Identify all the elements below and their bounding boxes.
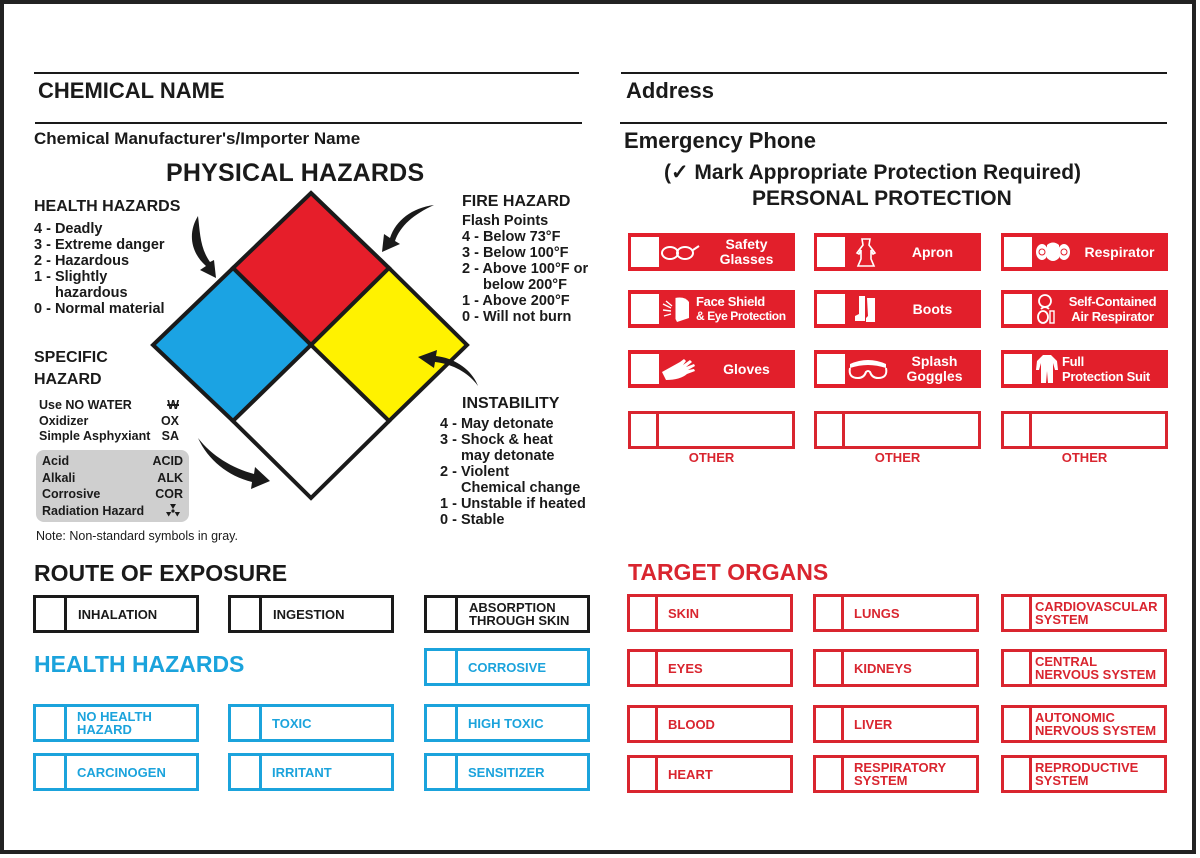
nonstandard-note: Note: Non-standard symbols in gray. xyxy=(36,529,238,543)
fire-hazard-heading: FIRE HAZARD xyxy=(462,193,571,210)
gloves-icon xyxy=(659,354,701,384)
ppe-checkbox[interactable] xyxy=(631,414,659,446)
target-organs-title: TARGET ORGANS xyxy=(628,559,829,585)
ppe-other-input[interactable] xyxy=(845,414,978,446)
chemical-name-label: CHEMICAL NAME xyxy=(38,78,225,103)
ppe-full-protection-suit[interactable]: Full Protection Suit xyxy=(1001,350,1168,388)
route-inhalation[interactable]: INHALATION xyxy=(33,595,199,633)
ppe-checkbox[interactable] xyxy=(631,354,659,384)
ppe-checkbox[interactable] xyxy=(817,414,845,446)
organ-autonomic-nervous-system[interactable]: AUTONOMIC NERVOUS SYSTEM xyxy=(1001,705,1167,743)
manufacturer-line xyxy=(35,122,582,124)
organ-cardiovascular[interactable]: CARDIOVASCULAR SYSTEM xyxy=(1001,594,1167,632)
ppe-apron[interactable]: Apron xyxy=(814,233,981,271)
protection-suit-icon xyxy=(1032,354,1062,384)
health-rating-1-cont: hazardous xyxy=(55,285,128,301)
health-rating-2: 2 - Hazardous xyxy=(34,253,130,269)
fire-rating-0: 0 - Will not burn xyxy=(462,309,572,325)
organ-reproductive-system[interactable]: REPRODUCTIVE SYSTEM xyxy=(1001,755,1167,793)
health-corrosive[interactable]: CORROSIVE xyxy=(424,648,590,686)
health-hazards-heading: HEALTH HAZARDS xyxy=(34,198,181,215)
arrow-health-icon xyxy=(192,216,216,278)
organ-checkbox[interactable] xyxy=(1004,708,1032,740)
face-shield-icon xyxy=(659,294,693,324)
fire-hazard-ratings xyxy=(462,213,588,325)
emergency-phone-line xyxy=(620,122,1167,124)
route-ingestion[interactable]: INGESTION xyxy=(228,595,394,633)
instability-rating-3: 3 - Shock & heat xyxy=(440,432,553,448)
organ-central-nervous-system[interactable]: CENTRAL NERVOUS SYSTEM xyxy=(1001,649,1167,687)
ppe-checkbox[interactable] xyxy=(631,294,659,324)
manufacturer-label: Chemical Manufacturer's/Importer Name xyxy=(34,129,361,148)
ppe-other-input[interactable] xyxy=(659,414,792,446)
organ-blood[interactable]: BLOOD xyxy=(627,705,793,743)
instability-rating-2: 2 - Violent xyxy=(440,464,510,480)
organ-heart[interactable]: HEART xyxy=(627,755,793,793)
ppe-boots[interactable]: Boots xyxy=(814,290,981,328)
instability-rating-3-cont: may detonate xyxy=(461,448,555,464)
fire-rating-2: 2 - Above 100°F or xyxy=(462,261,589,277)
health-sensitizer[interactable]: SENSITIZER xyxy=(424,753,590,791)
specific-row-asphyxiant: Simple Asphyxiant SA xyxy=(39,429,179,443)
health-checkbox[interactable] xyxy=(231,756,262,788)
health-checkbox[interactable] xyxy=(427,756,458,788)
ppe-checkbox[interactable] xyxy=(1004,354,1032,384)
ppe-gloves[interactable]: Gloves xyxy=(628,350,795,388)
goggles-icon xyxy=(845,354,891,384)
organ-liver[interactable]: LIVER xyxy=(813,705,979,743)
organ-checkbox[interactable] xyxy=(1004,652,1032,684)
health-checkbox[interactable] xyxy=(427,707,458,739)
address-label: Address xyxy=(626,78,715,103)
health-rating-3: 3 - Extreme danger xyxy=(34,237,165,253)
specific-row-corrosive: Corrosive COR xyxy=(42,487,183,501)
instability-heading: INSTABILITY xyxy=(462,395,560,412)
ppe-face-shield[interactable]: Face Shield & Eye Protection xyxy=(628,290,795,328)
ppe-other-3[interactable] xyxy=(1001,411,1168,449)
organ-respiratory-system[interactable]: RESPIRATORY SYSTEM xyxy=(813,755,979,793)
no-water-symbol: W xyxy=(167,398,179,412)
other-label: OTHER xyxy=(1061,450,1108,465)
health-toxic[interactable]: TOXIC xyxy=(228,704,394,742)
instability-rating-0: 0 - Stable xyxy=(440,512,505,528)
ppe-safety-glasses[interactable]: Safety Glasses xyxy=(628,233,795,271)
nfpa-diamond xyxy=(140,180,480,510)
organ-lungs[interactable]: LUNGS xyxy=(813,594,979,632)
organ-checkbox[interactable] xyxy=(816,708,844,740)
ppe-self-contained-respirator[interactable]: Self-Contained Air Respirator xyxy=(1001,290,1168,328)
health-checkbox[interactable] xyxy=(231,707,262,739)
ppe-checkbox[interactable] xyxy=(1004,414,1032,446)
specific-hazard-heading: SPECIFIC HAZARD xyxy=(34,349,108,388)
route-checkbox[interactable] xyxy=(231,598,262,630)
route-of-exposure-title: ROUTE OF EXPOSURE xyxy=(34,560,288,586)
emergency-phone-label: Emergency Phone xyxy=(624,128,816,153)
route-absorption-through-skin[interactable]: ABSORPTION THROUGH SKIN xyxy=(424,595,590,633)
health-rating-0: 0 - Normal material xyxy=(34,301,165,317)
ppe-checkbox[interactable] xyxy=(817,354,845,384)
specific-row-acid: Acid ACID xyxy=(42,454,183,468)
organ-checkbox[interactable] xyxy=(816,652,844,684)
organ-skin[interactable]: SKIN xyxy=(627,594,793,632)
ppe-other-2[interactable] xyxy=(814,411,981,449)
ppe-respirator[interactable]: Respirator xyxy=(1001,233,1168,271)
organ-checkbox[interactable] xyxy=(630,708,658,740)
health-carcinogen[interactable]: CARCINOGEN xyxy=(33,753,199,791)
address-line xyxy=(621,72,1167,74)
organ-checkbox[interactable] xyxy=(1004,758,1032,790)
instability-rating-4: 4 - May detonate xyxy=(440,416,554,432)
ppe-other-input[interactable] xyxy=(1032,414,1165,446)
ppe-checkbox[interactable] xyxy=(631,237,659,267)
specific-row-alkali: Alkali ALK xyxy=(42,470,183,485)
organ-checkbox[interactable] xyxy=(630,652,658,684)
health-checkbox[interactable] xyxy=(36,756,67,788)
protection-instruction: (✓ Mark Appropriate Protection Required) xyxy=(664,161,1082,184)
organ-checkbox[interactable] xyxy=(1004,597,1032,629)
route-checkbox[interactable] xyxy=(36,598,67,630)
other-label: OTHER xyxy=(688,450,735,465)
other-label: OTHER xyxy=(874,450,921,465)
apron-icon xyxy=(845,237,887,267)
boots-icon xyxy=(845,294,887,324)
fire-rating-2-cont: below 200°F xyxy=(483,277,567,293)
organ-checkbox[interactable] xyxy=(630,758,658,790)
scba-icon xyxy=(1032,294,1060,324)
personal-protection-title: PERSONAL PROTECTION xyxy=(752,187,1012,210)
ppe-splash-goggles[interactable]: Splash Goggles xyxy=(814,350,981,388)
organ-checkbox[interactable] xyxy=(630,597,658,629)
chemical-name-line xyxy=(34,72,579,74)
health-rating-4: 4 - Deadly xyxy=(34,221,103,237)
organ-eyes[interactable]: EYES xyxy=(627,649,793,687)
health-high-toxic[interactable]: HIGH TOXIC xyxy=(424,704,590,742)
instability-rating-2-cont: Chemical change xyxy=(461,480,581,496)
route-checkbox[interactable] xyxy=(427,598,458,630)
fire-rating-4: 4 - Below 73°F xyxy=(462,229,561,245)
health-checkbox[interactable] xyxy=(427,651,458,683)
fire-rating-3: 3 - Below 100°F xyxy=(462,245,569,261)
health-checkbox[interactable] xyxy=(36,707,67,739)
ppe-checkbox[interactable] xyxy=(817,294,845,324)
fire-rating-1: 1 - Above 200°F xyxy=(462,293,570,309)
health-hazards-title: HEALTH HAZARDS xyxy=(34,651,245,677)
health-rating-1: 1 - Slightly xyxy=(34,269,108,285)
specific-row-oxidizer: Oxidizer OX xyxy=(39,413,179,428)
ppe-other-1[interactable] xyxy=(628,411,795,449)
ppe-checkbox[interactable] xyxy=(1004,237,1032,267)
ppe-checkbox[interactable] xyxy=(817,237,845,267)
safety-glasses-icon xyxy=(659,237,701,267)
specific-row-radiation: Radiation Hazard xyxy=(42,503,183,520)
physical-hazards-title: PHYSICAL HAZARDS xyxy=(166,159,425,187)
health-no-health-hazard[interactable]: NO HEALTH HAZARD xyxy=(33,704,199,742)
health-irritant[interactable]: IRRITANT xyxy=(228,753,394,791)
arrow-fire-icon xyxy=(382,205,434,252)
respirator-icon xyxy=(1032,237,1074,267)
ppe-checkbox[interactable] xyxy=(1004,294,1032,324)
organ-checkbox[interactable] xyxy=(816,758,844,790)
organ-checkbox[interactable] xyxy=(816,597,844,629)
flash-points-label: Flash Points xyxy=(462,213,549,229)
specific-row-no-water: Use NO WATER W xyxy=(39,398,179,412)
instability-rating-1: 1 - Unstable if heated xyxy=(440,496,586,512)
organ-kidneys[interactable]: KIDNEYS xyxy=(813,649,979,687)
